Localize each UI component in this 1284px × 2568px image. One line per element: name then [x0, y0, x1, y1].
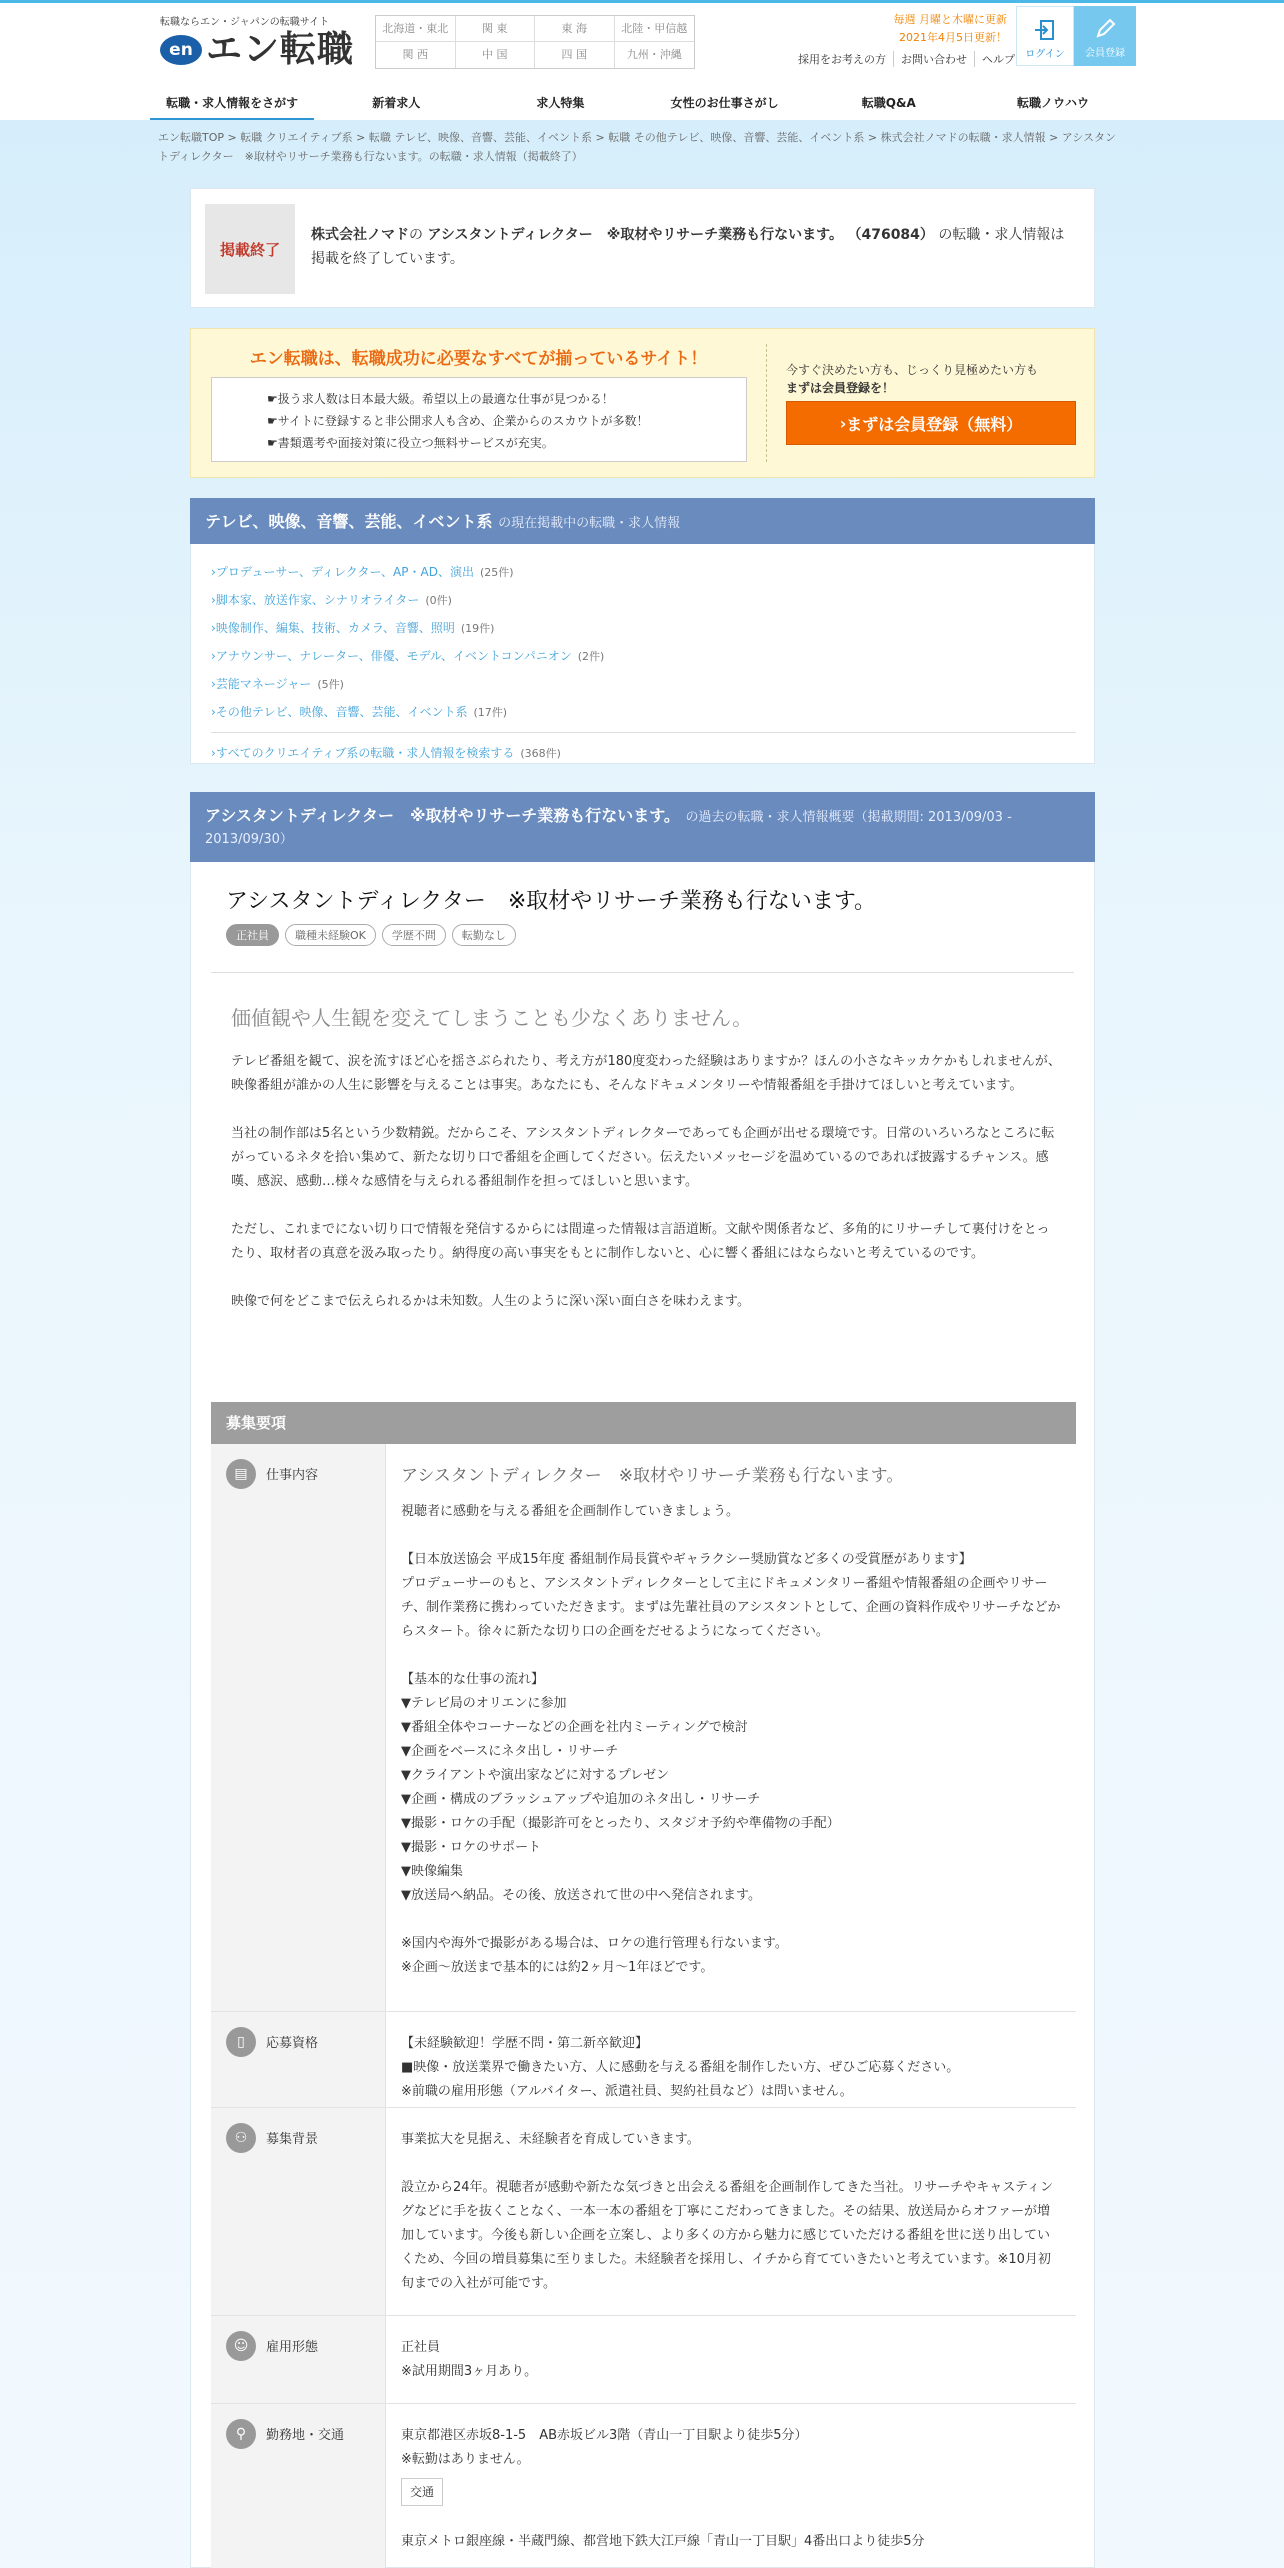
divider	[211, 732, 1076, 733]
area-link[interactable]: 中 国	[456, 42, 536, 68]
bookmark-icon: ▯	[226, 2027, 256, 2057]
req-background	[211, 2108, 1076, 2316]
category-link[interactable]: › 脚本家、放送作家、シナリオライター (0件)	[211, 586, 1076, 614]
category-link[interactable]: › 映像制作、編集、技術、カメラ、音響、照明 (19件)	[211, 614, 1076, 642]
req-label: 募集背景	[266, 2132, 319, 2147]
area-selector	[375, 15, 695, 69]
req-label: 雇用形態	[266, 2340, 319, 2355]
nav-women-jobs[interactable]: 女性のお仕事さがし	[670, 96, 779, 110]
req-label: 勤務地・交通	[266, 2428, 345, 2443]
ended-text	[311, 223, 1074, 271]
req-location	[211, 2404, 1076, 2568]
area-link[interactable]: 関 西	[376, 42, 456, 68]
nav-features[interactable]: 求人特集	[536, 96, 585, 110]
promo-side-text	[786, 361, 1081, 397]
promo-side-strong: まずは会員登録を！	[786, 381, 895, 395]
promo-side-line: 今すぐ決めたい方も、じっくり見極めたい方も	[786, 363, 1039, 377]
header-links	[791, 51, 1022, 67]
area-link[interactable]: 四 国	[535, 42, 615, 68]
job-count: (25件)	[479, 566, 514, 579]
login-button[interactable]	[1016, 6, 1074, 66]
req-value: 東京都港区赤坂8-1-5 AB赤坂ビル3階（青山一丁目駅より徒歩5分） ※転勤はありません。	[401, 2428, 808, 2467]
category-title: テレビ、映像、音響、芸能、イベント系	[205, 512, 493, 531]
past-sub: の過去の転職・求人情報概要（掲載期間: 2013/09/03 - 2013/09/30）	[205, 810, 1012, 847]
login-label: ログイン	[1025, 49, 1065, 60]
job-count: (19件)	[460, 622, 495, 635]
job-count: (2件)	[577, 650, 605, 663]
tag-fulltime: 正社員	[226, 924, 279, 946]
ended-notice	[190, 188, 1095, 308]
update-date: 2021年4月5日更新！	[899, 31, 1007, 44]
site-logo[interactable]	[160, 13, 354, 68]
promo-box	[190, 328, 1095, 478]
req-value: 正社員 ※試用期間3ヶ月あり。	[401, 2340, 538, 2379]
intro-paragraph: 当社の制作部は5名という少数精鋭。だからこそ、アシスタントディレクターであっても企画が出せる環境です。日常のいろいろなところに転がっているネタを拾い集めて、新たな切り口で番組を企画してください。伝えたいメッセージを温めているのであれば披露するチャンス。感嘆、感涙、感動…様々な感情を与えられる番組制作を担ってほしいと思います。	[231, 1126, 1055, 1189]
global-nav	[0, 67, 1284, 123]
job-count: (5件)	[317, 678, 344, 691]
category-link[interactable]: › プロデューサー、ディレクター、AP・AD、演出 (25件)	[211, 558, 1076, 586]
promo-points	[211, 377, 747, 462]
promo-title: エン転職は、転職成功に必要なすべてが揃っているサイト！	[249, 349, 708, 369]
transport-text: 東京メトロ銀座線・半蔵門線、都営地下鉄大江戸線「青山一丁目駅」4番出口より徒歩5分	[401, 2534, 925, 2549]
req-value: 【未経験歓迎！学歴不問・第二新卒歓迎】 ■映像・放送業界で働きたい方、人に感動を与える番組を制作したい方、ぜひご応募ください。 ※前職の雇用形態（アルバイター、派遣社員、契約社員など）は問いません。	[401, 2036, 960, 2099]
category-body	[190, 544, 1095, 764]
tag-no-education: 学歴不問	[382, 924, 446, 946]
help-link[interactable]: ヘルプ	[974, 51, 1022, 67]
req-value: 事業拡大を見据え、未経験者を育成していきます。 設立から24年。視聴者が感動や新たな気づきと出会える番組を企画制作してきた当社。リサーチやキャスティングなどに手を抜くことなく、一本一本の番組を丁寧にこだわってきました。その結果、放送局からオファーが増加しています。今後も新しい企画を立案し、より多くの方から魅力に感じていただける番組を世に送り出していくため、今回の増員募集に至りました。未経験者を採用し、イチから育てていきたいと考えています。※10月初旬までの入社が可能です。	[401, 2132, 1053, 2291]
area-link[interactable]: 北海道・東北	[376, 16, 456, 42]
pencil-icon	[1094, 18, 1116, 40]
contact-link[interactable]: お問い合わせ	[893, 51, 974, 67]
promo-point: ☛ サイトに登録すると非公開求人も含め、企業からのスカウトが多数！	[267, 410, 746, 432]
update-info	[894, 11, 1008, 47]
promo-divider	[766, 344, 767, 462]
past-title: アシスタントディレクター ※取材やリサーチ業務も行ないます。	[205, 806, 680, 825]
job-tags	[226, 924, 516, 946]
job-count: (17件)	[473, 706, 508, 719]
nav-knowhow[interactable]: 転職ノウハウ	[1016, 96, 1089, 110]
req-employment-type	[211, 2316, 1076, 2404]
connector-text: の	[409, 227, 423, 243]
job-name: アシスタントディレクター ※取材やリサーチ業務も行ないます。	[427, 227, 844, 243]
employer-link[interactable]: 採用をお考えの方	[798, 53, 886, 66]
promo-point: ☛ 扱う求人数は日本最大級。希望以上の最適な仕事が見つかる！	[267, 388, 746, 410]
login-icon	[1034, 19, 1056, 41]
area-link[interactable]: 九州・沖縄	[626, 48, 682, 61]
register-cta-button[interactable]: › まずは会員登録（無料）	[786, 401, 1076, 445]
req-label: 仕事内容	[266, 1468, 319, 1483]
req-qualifications	[211, 2012, 1076, 2108]
nav-qa[interactable]: 転職Q&A	[861, 96, 916, 110]
job-intro	[231, 1050, 1061, 1338]
company-name: 株式会社ノマド	[311, 227, 409, 243]
logo-tagline: 転職ならエン・ジャパンの転職サイト	[160, 17, 330, 28]
area-link[interactable]: 北陸・甲信越	[615, 16, 695, 42]
register-label: 会員登録	[1085, 48, 1125, 59]
register-button[interactable]	[1074, 6, 1136, 66]
job-title: アシスタントディレクター ※取材やリサーチ業務も行ないます。	[226, 889, 877, 914]
breadcrumb[interactable]: エン転職TOP > 転職 クリエイティブ系 > 転職 テレビ、映像、音響、芸能、イベント系 > 転職 その他テレビ、映像、音響、芸能、イベント系 > 株式会社ノマドの転職・求人情報 > アシスタントディレクター ※取材やリサーチ業務も行ないます。の転職・求人情報（掲載終了）	[158, 131, 1117, 163]
category-header	[190, 498, 1095, 544]
all-creative-link[interactable]: › すべてのクリエイティブ系の転職・求人情報を検索する (368件)	[211, 739, 1076, 767]
promo-point: ☛ 書類選考や面接対策に役立つ無料サービスが充実。	[267, 432, 746, 454]
logo-name: エン転職	[206, 29, 355, 70]
job-id: （476084）	[847, 227, 934, 243]
area-link[interactable]: 関 東	[456, 16, 536, 42]
area-link[interactable]: 東 海	[535, 16, 615, 42]
category-link[interactable]: › 芸能マネージャー (5件)	[211, 670, 1076, 698]
site-header	[0, 3, 1284, 70]
pin-icon: ⚲	[226, 2419, 256, 2449]
briefcase-icon: ▤	[226, 1459, 256, 1489]
en-logo-icon: en	[160, 35, 202, 65]
category-link[interactable]: › アナウンサー、ナレーター、俳優、モデル、イベントコンパニオン (2件)	[211, 642, 1076, 670]
intro-paragraph: テレビ番組を観て、涙を流すほど心を揺さぶられたり、考え方が180度変わった経験はありますか？ほんの小さなキッカケかもしれませんが、映像番組が誰かの人生に影響を与えることは事実。あなたにも、そんなドキュメンタリーや情報番組を手掛けてほしいと考えています。	[231, 1054, 1061, 1093]
job-detail	[190, 862, 1095, 2568]
update-schedule: 毎週 月曜と木曜に更新	[893, 13, 1007, 26]
job-catchphrase: 価値観や人生観を変えてしまうことも少なくありません。	[231, 1006, 753, 1030]
requirements-header: 募集要項	[211, 1402, 1076, 1444]
transport-badge: 交通	[401, 2478, 443, 2506]
intro-paragraph: ただし、これまでにない切り口で情報を発信するからには間違った情報は言語道断。文献や関係者など、多角的にリサーチして裏付けをとったり、取材者の真意を汲み取ったり。納得度の高い事実をもとに制作しないと、心に響く番組にはならないと考えているのです。	[231, 1222, 1050, 1261]
req-job-description	[211, 1444, 1076, 2012]
nav-search-jobs[interactable]: 転職・求人情報をさがす	[150, 95, 314, 122]
req-value: 視聴者に感動を与える番組を企画制作していきましょう。 【日本放送協会 平成15年度 番組制作局長賞やギャラクシー奨励賞など多くの受賞歴があります】 プロデューサーのもと、アシスタントディレクターとして主にドキュメンタリー番組や情報番組の企画やリサーチ、制作業務に携わっていただきます。まずは先輩社員のアシスタントとして、企画の資料作成やリサーチなどからスタート。徐々に新たな切り口の企画をだせるようになってください。 【基本的な仕事の流れ】 ▼テレビ局のオリエンに参加 ▼番組全体やコーナーなどの企画を社内ミーティングで検討 ▼企画をベースにネタ出し・リサーチ ▼クライアントや演出家などに対するプレゼン ▼企画・構成のブラッシュアップや追加のネタ出し・リサーチ ▼撮影・ロケの手配（撮影許可をとったり、スタジオ予約や準備物の手配） ▼撮影・ロケのサポート ▼映像編集 ▼放送局へ納品。その後、放送されて世の中へ発信されます。 ※国内や海外で撮影がある場合は、ロケの進行管理も行ないます。 ※企画～放送まで基本的には約2ヶ月～1年ほどです。	[401, 1504, 1061, 1975]
job-count: (368件)	[520, 747, 561, 760]
person-icon: ☺	[226, 2331, 256, 2361]
past-header	[190, 792, 1095, 862]
divider	[211, 972, 1074, 973]
req-label: 応募資格	[266, 2036, 319, 2051]
tag-inexperienced-ok: 職種未経験OK	[285, 924, 376, 946]
category-link[interactable]: › その他テレビ、映像、音響、芸能、イベント系 (17件)	[211, 698, 1076, 726]
ended-badge: 掲載終了	[205, 204, 295, 294]
tag-no-transfer: 転勤なし	[452, 924, 516, 946]
nav-new-jobs[interactable]: 新着求人	[372, 96, 421, 110]
ended-suffix: の転職・求人情報は掲載を終了しています。	[311, 227, 1065, 267]
category-sub: の現在掲載中の転職・求人情報	[498, 516, 681, 531]
cta-label: まずは会員登録（無料）	[846, 414, 1023, 434]
intro-paragraph: 映像で何をどこまで伝えられるかは未知数。人生のように深い深い面白さを味わえます。	[231, 1294, 750, 1309]
people-icon: ⚇	[226, 2123, 256, 2153]
job-count: (0件)	[425, 594, 452, 607]
req-value-title: アシスタントディレクター ※取材やリサーチ業務も行ないます。	[401, 1466, 904, 1486]
